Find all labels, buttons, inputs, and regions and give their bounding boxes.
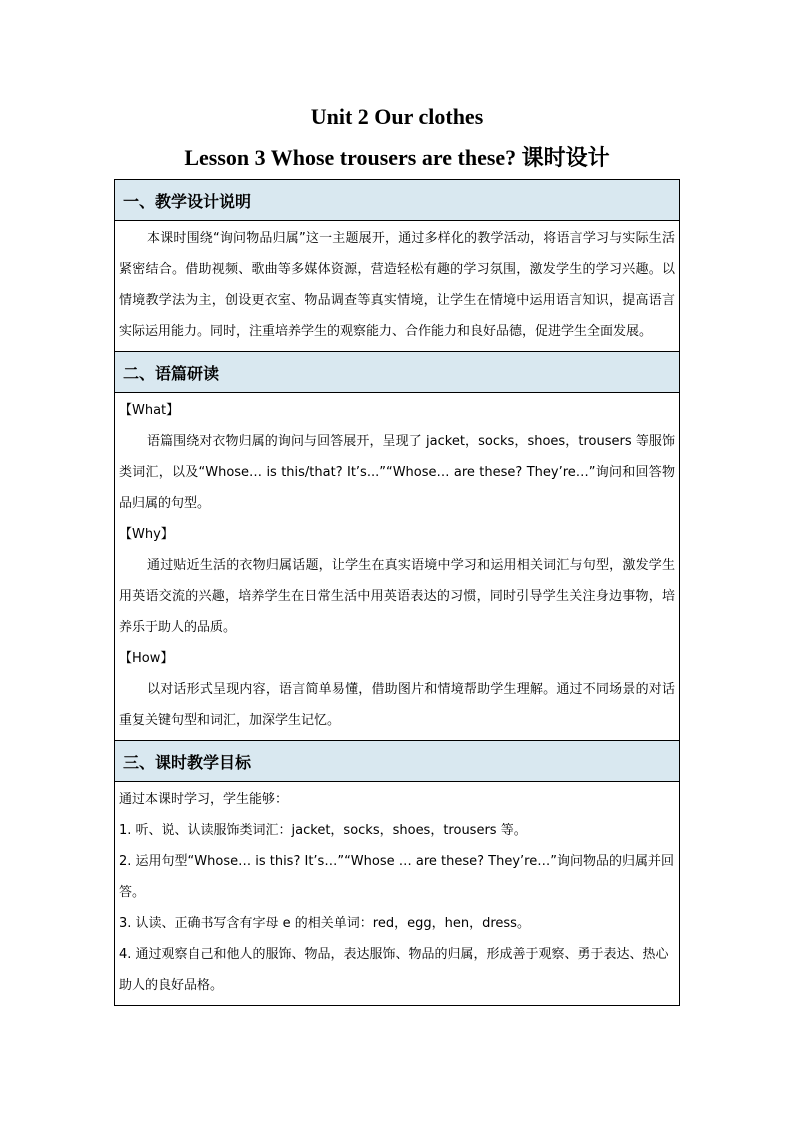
lesson-title-cn: 课时设计 (521, 146, 610, 171)
section-3-body (115, 782, 679, 1005)
lesson-design-table (114, 179, 680, 1006)
objectives-intro: 通过本课时学习，学生能够： (119, 792, 289, 807)
section-1-body (115, 221, 679, 352)
objective-item-3: 3. 认读、正确书写含有字母 e 的相关单词：red，egg，hen，dress。 (119, 916, 530, 931)
design-description-paragraph: 本课时围绕“询问物品归属”这一主题展开，通过多样化的教学活动，将语言学习与实际生活紧密结合。借助视频、歌曲等多媒体资源，营造轻松有趣的学习氛围，激发学生的学习兴趣。以情境教学法为主，创设更衣室、物品调查等真实情境，让学生在情境中运用语言知识，提高语言实际运用能力。同时，注重培养学生的观察能力、合作能力和良好品德，促进学生全面发展。 (119, 231, 675, 339)
section-2-heading: 二、语篇研读 (115, 352, 679, 393)
why-paragraph: 通过贴近生活的衣物归属话题，让学生在真实语境中学习和运用相关词汇与句型，激发学生用英语交流的兴趣，培养学生在日常生活中用英语表达的习惯，同时引导学生关注身边事物，培养乐于助人的品质。 (119, 558, 675, 635)
how-paragraph: 以对话形式呈现内容，语言简单易懂，借助图片和情境帮助学生理解。通过不同场景的对话重复关键句型和词汇，加深学生记忆。 (119, 682, 675, 728)
unit-title: Unit 2 Our clothes (310, 104, 484, 129)
how-tag: 【How】 (119, 651, 174, 666)
objective-item-1: 1. 听、说、认读服饰类词汇：jacket，socks，shoes，trousers 等。 (119, 823, 527, 838)
why-tag: 【Why】 (119, 527, 174, 542)
objective-item-4: 4. 通过观察自己和他人的服饰、物品，表达服饰、物品的归属，形成善于观察、勇于表达、热心助人的良好品格。 (119, 947, 669, 993)
what-paragraph: 语篇围绕对衣物归属的询问与回答展开，呈现了 jacket，socks，shoes，trousers 等服饰类词汇，以及“Whose… is this/that? It’s...”“Whose… are these? They’re…”询问和回答物品归属的句型。 (119, 434, 675, 511)
section-3-heading: 三、课时教学目标 (115, 741, 679, 782)
objective-item-2: 2. 运用句型“Whose… is this? It’s…”“Whose … are these? They’re…”询问物品的归属并回答。 (119, 854, 674, 900)
lesson-title (0, 144, 794, 173)
section-1-heading: 一、教学设计说明 (115, 180, 679, 221)
section-2-body (115, 393, 679, 741)
what-tag: 【What】 (119, 403, 180, 418)
lesson-title-en: Lesson 3 Whose trousers are these? (184, 145, 517, 170)
